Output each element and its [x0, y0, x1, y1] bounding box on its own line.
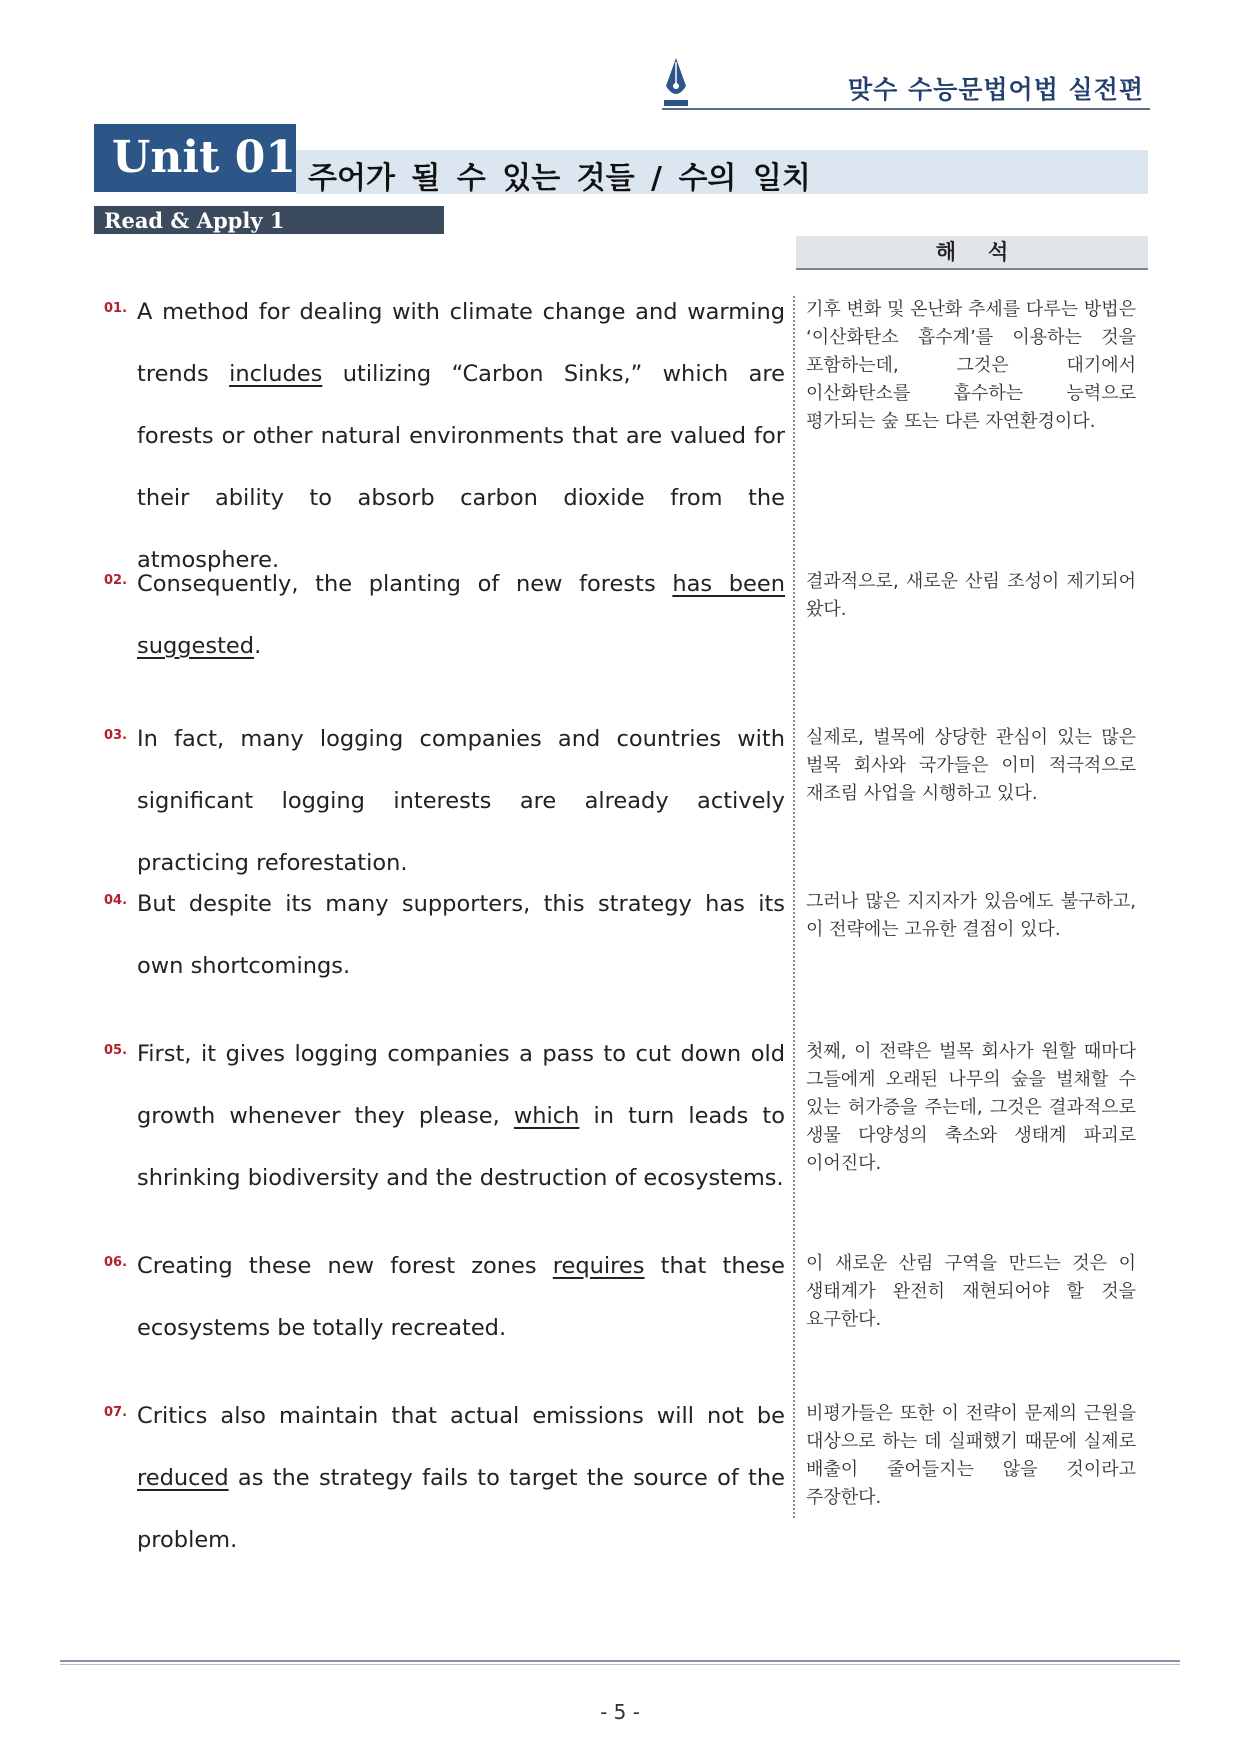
footer-divider: [60, 1660, 1180, 1662]
sentence-text: .: [254, 633, 262, 659]
unit-label: Unit 01: [112, 132, 296, 183]
header-divider: [662, 108, 1150, 110]
sentence-number: 01.: [104, 301, 128, 316]
english-sentence: [137, 281, 785, 591]
english-sentence: [137, 1385, 785, 1571]
korean-translation: 그러나 많은 지지자가 있음에도 불구하고, 이 전략에는 고유한 결점이 있다.: [806, 891, 1136, 940]
section-label: Read & Apply 1: [104, 208, 285, 233]
sentence-text: in turn leads to shrinking biodiversity and the destruction of ecosystems.: [137, 1103, 785, 1191]
underlined-word: reduced: [137, 1465, 229, 1491]
sentence-number: 06.: [104, 1255, 128, 1270]
english-sentence: [137, 873, 785, 997]
sentence-text: First, it gives logging companies a pass to cut down old growth whenever they please,: [137, 1041, 785, 1129]
sentence-text: Creating these new forest zones: [137, 1253, 553, 1279]
sentence-text: But despite its many supporters, this strategy has its own shortcomings.: [137, 891, 785, 979]
korean-translation: 기후 변화 및 온난화 추세를 다루는 방법은 ‘이산화탄소 흡수계’를 이용하는 것을 포함하는데, 그것은 대기에서 이산화탄소를 흡수하는 능력으로 평가되는 숲 또는 다른 자연환경이다.: [806, 299, 1136, 432]
translation-header-label: 해석: [935, 240, 1041, 264]
english-sentence: [137, 708, 785, 894]
book-title: 맞수 수능문법어법 실전편: [847, 75, 1144, 104]
sentence-number: 03.: [104, 728, 128, 743]
translation-header: [796, 236, 1148, 270]
english-sentence: [137, 553, 785, 677]
korean-translation: 결과적으로, 새로운 산림 조성이 제기되어 왔다.: [806, 571, 1136, 620]
unit-badge: [94, 124, 296, 192]
sentence-text: utilizing “Carbon Sinks,” which are forests or other natural environments that are valued for their ability to absorb carbon dioxide from the atmosphere.: [137, 361, 785, 573]
sentence-number: 05.: [104, 1043, 128, 1058]
fountain-pen-nib-icon: [662, 56, 690, 110]
sentence-number: 07.: [104, 1405, 128, 1420]
unit-title: 주어가 될 수 있는 것들 / 수의 일치: [308, 161, 811, 196]
column-divider: [793, 296, 795, 1518]
korean-translation: 첫째, 이 전략은 벌목 회사가 원할 때마다 그들에게 오래된 나무의 숲을 벌채할 수 있는 허가증을 주는데, 그것은 결과적으로 생물 다양성의 축소와 생태계 파괴로 이어진다.: [806, 1041, 1136, 1174]
page-number: - 5 -: [600, 1700, 640, 1724]
korean-translation: 이 새로운 산림 구역을 만드는 것은 이 생태계가 완전히 재현되어야 할 것을 요구한다.: [806, 1253, 1136, 1330]
sentence-text: In fact, many logging companies and countries with significant logging interests are already actively practicing reforestation.: [137, 726, 785, 876]
underlined-word: includes: [229, 361, 323, 387]
sentence-text: as the strategy fails to target the source of the problem.: [137, 1465, 785, 1553]
underlined-word: which: [513, 1103, 580, 1129]
sentence-number: 02.: [104, 573, 128, 588]
underlined-word: has been suggested: [137, 571, 785, 659]
section-label-bar: [94, 206, 444, 234]
footer-divider-thin: [60, 1664, 1180, 1665]
sentence-number: 04.: [104, 893, 128, 908]
sentence-text: A method for dealing with climate change and warming trends: [137, 299, 785, 387]
korean-translation: 비평가들은 또한 이 전략이 문제의 근원을 대상으로 하는 데 실패했기 때문에 실제로 배출이 줄어들지는 않을 것이라고 주장한다.: [806, 1403, 1136, 1508]
sentence-text: Critics also maintain that actual emissions will not be: [137, 1403, 785, 1429]
korean-translation: 실제로, 벌목에 상당한 관심이 있는 많은 벌목 회사와 국가들은 이미 적극적으로 재조림 사업을 시행하고 있다.: [806, 727, 1136, 804]
unit-title-bar: [296, 150, 1148, 194]
sentence-text: Consequently, the planting of new forests: [137, 571, 673, 597]
english-sentence: [137, 1023, 785, 1209]
english-sentence: [137, 1235, 785, 1359]
sentence-text: that these ecosystems be totally recreated.: [137, 1253, 785, 1341]
underlined-word: requires: [552, 1253, 645, 1279]
